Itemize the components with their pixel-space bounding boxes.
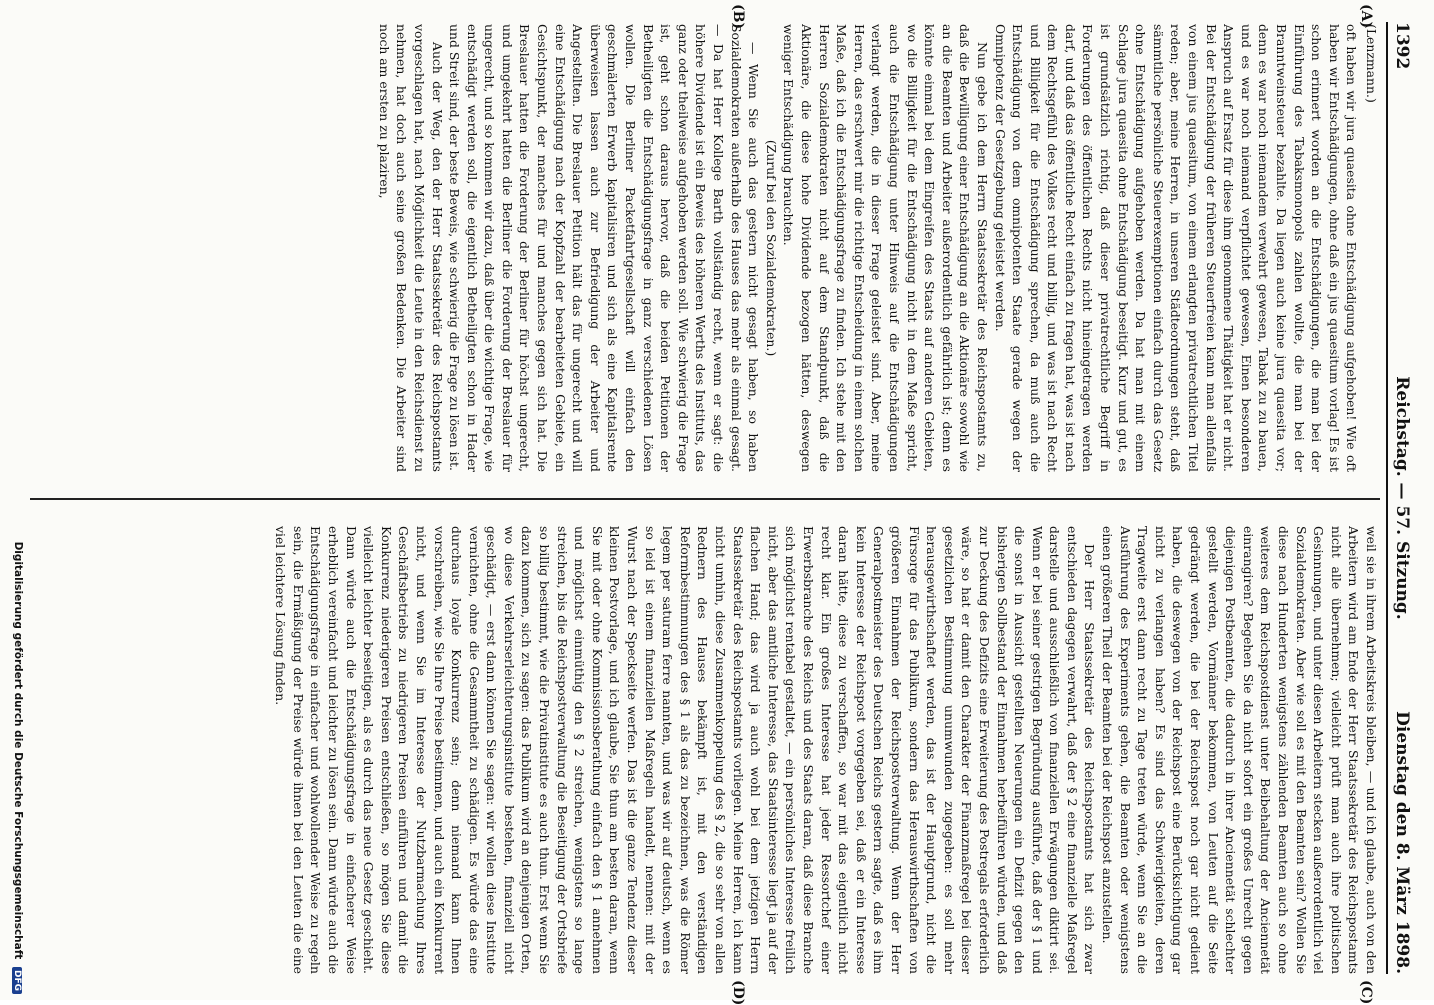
right-text-column bbox=[30, 526, 1380, 974]
paragraph: Auch der Weg, den der Herr Staatssekretär des Reichspostamts vorgeschlagen hat, nach Möglichkeit die Leute in den Reichsdienst zu nehmen, hat doch auch seine großen Bedenken. Die Arbeiter sind noch am ersten zu plaziren, bbox=[376, 24, 445, 472]
paragraph: — Wenn Sie auch das gestern nicht gesagt haben, so haben Sozialdemokraten außerhalb des Hauses das mehr als einmal gesagt. — Da hat Herr Kollege Barth vollständig recht, wenn er sagt: die höhere Dividende ist ein Beweis des höheren Werths des Instituts, das ganz oder theilweise aufgehoben werden soll. Wie schwierig die Frage ist, geht schon daraus hervor, daß die beiden Petitionen der Betheiligten die Entschädigungsfrage in ganz verschiedenen Lösen wollen. Die Berliner Packetfahrtgesellschaft will einfach den geschmälerten Erwerb kapitalisiren und sich als eine Kapitalsrente überweisen lassen auch zur Befriedigung der Arbeiter und Angestellten. Die Breslauer Petition hält das für ungerecht und will eine Entschädigung nach der Kopfzahl der bearbeiteten Gebiete, ein Gesichtspunkt, der manches für und manches gegen sich hat. Die Breslauer hatten die Forderung der Berliner für höchst ungerecht, und umgekehrt hatten die Berliner die Forderung der Breslauer für ungerecht, und so kommen wir dazu, daß über die wichtige Frage, wie entschädigt werden soll, die eigentlich Betheiligten schon in Hader und Streit sind, der beste Beweis, wie schwierig die Frage zu lösen ist. bbox=[447, 24, 762, 472]
paragraph: weil sie in ihrem Arbeitskreis bleiben, — und ich glaube, auch von den Arbeitern wird am Ende der Herr Staatssekretär des Reichspostamts nicht alle übernehmen; vielleicht prüft man auch ihre politischen Gesinnungen, und unter diesen Arbeitern stecken außerordentlich viel Sozialdemokraten. Aber wie soll es mit den Beamten sein? Wollen Sie diese nach Hunderten wenigstens zählenden Beamten auch so ohne weiteres dem Reichspostdienst unter Beibehaltung der Anciennetät einrangiren? Begehen Sie da nicht sofort ein großes Unrecht gegen diejenigen Postbeamten, die dadurch in ihrer Anciennetät schlechter gestellt werden, Vormänner bekommen, von Leuten auf die Seite gedrängt werden, die bei der Reichspost noch gar nicht gedient haben, die deswegen von der Reichspost eine Berücksichtigung gar nicht zu verlangen haben? Es sind das Schwierigkeiten, deren Tragweite erst dann recht zu Tage treten würde, wenn Sie an die Ausführung des Experiments gehen, die Beamten oder wenigstens einen größeren Theil der Beamten bei der Reichspost anzustellen. bbox=[1100, 526, 1379, 974]
paragraph: Nun gebe ich dem Herrn Staatssekretär des Reichspostamts zu, daß die Bewilligung einer Entschädigung an die Aktionäre sowohl wie an die Beamten und Arbeiter außerordentlich gefährlich ist; denn es könnte einmal bei dem Eingreifen des Staats auf anderen Gebieten, wo die Billigkeit für die Entschädigung nicht in dem Maße spricht, auch die Entschädigung unter Hinweis auf die Entschädigungen verlangt werden, die in dieser Frage geleistet sind. Aber, meine Herren, das erschwert mir die richtige Entscheidung in einem solchen Maße, daß ich die Entschädigungsfrage zu finden. Ich stehe mit den Herren Sozialdemokraten nicht auf dem Standpunkt, daß die Aktionäre, die diese hohe Dividende bezogen hätten, deswegen weniger Entschädigung brauchten. bbox=[781, 24, 990, 472]
session-date: Dienstag den 8. März 1898. bbox=[1392, 711, 1412, 974]
page-header bbox=[1386, 22, 1416, 974]
column-divider bbox=[30, 498, 1380, 500]
margin-marker-d: (D) bbox=[730, 980, 746, 1005]
margin-marker-a: (A) bbox=[1358, 4, 1374, 29]
paragraph: Der Herr Staatssekretär des Reichspostamts hat sich zwar entschieden dagegen verwahrt, daß der § 2 eine finanzielle Maßregel darstelle und ausschließlich von finanziellen Erwägungen diktirt sei. Wenn er bei seiner gestrigen Begründung ausführte, daß der § 1 und die sonst in Aussicht gestellten Neuerungen ein Defizit gegen den bisherigen Sollbestand der Einnahmen herbeiführen würden, und daß zur Deckung des Defizits eine Erweiterung des Postregals erforderlich wäre, so hat er damit den Charakter der Finanzmaßregel bei dieser gesetzlichen Bestimmung unumwunden zugegeben: es soll mehr herausgewirthschaftet werden, das ist der Hauptgrund, nicht die Fürsorge für das Publikum, sondern das Herauswirthschaften von größeren Einnahmen der Reichspostverwaltung. Wenn der Herr Generalpostmeister des Deutschen Reichs gestern sagte, daß es ihm kein Interesse der Reichspost vorgegeben sei, daß er ein Interesse daran hätte, diese zu verschaffen, so war mit das eigentlich nicht recht klar. Ein großes Interesse hat jeder Ressortchef einer Erwerbsbranche des Reichs und des Staats daran, daß diese Branche sich möglichst rentabel gestaltet, — ein persönliches Interesse freilich nicht, aber das amtliche Interesse, das Staatsinteresse liegt ja auf der flachen Hand; das wird ja auch wohl bei dem jetzigen Herrn Staatssekretär des Reichspostamts vorliegen. Meine Herren, ich kann nicht umhin, diese Zusammenkoppelung des § 2, die so sehr von allen Rednern des Hauses bekämpft ist, mit den verständigen Reformbestimmungen des § 1 als das zu bezeichnen, was die Römer legem per saturam ferre nannten, und was wir auf deutsch, wenn es so leid ist einem finanziellen Maßregeln handelt, nennen: mit der Wurst nach der Speckseite werfen. Das ist die ganze Tendenz dieser kleinen Postvorlage, und ich glaube, Sie thun am besten daran, wenn Sie mit oder ohne Kommissionsberathung einfach den § 1 annehmen und möglichst einmüthig den § 2 streichen, wenigstens so lange streichen, bis die Reichspostverwaltung die Beseitigung der Ortsbriefe so billig bestimmt, wie die Privatinstitute es auch thun. Erst wenn Sie dazu kommen, sich zu sagen: das Publikum wird an denjenigen Orten, wo diese Verkehrserleichterungsinstitute bestehen, finanziell nicht geschädigt, — erst dann können Sie sagen: wir wollen diese Institute vernichten, ohne die Gesammtheit zu schädigen. Es würde das eine durchaus loyale Konkurrenz sein; denn niemand kann Ihnen vorschreiben, wie Sie Ihre Preise bestimmen, und auch ein Konkurrent nicht, und wenn Sie im Interesse der Nutzbarmachung Ihres Geschäftsbetriebs zu niedrigeren Preisen einführen und damit die Konkurrenz niederigeren Preisen entschließen, so mögen Sie diese vielleicht leichter beseitigen, als es durch das neue Gesetz geschieht. Dann würde auch die Entschädigungsfrage in einfacherer Weise erheblich vereinfacht und leichter zu lösen sein. Dann würde auch die Entschädigungsfrage in einfacher und wohlwollender Weise zu regeln sein, die Ermäßigung der Preise würde ihnen bei den Leuten die eine viel leichtere Lösung finden. bbox=[273, 526, 1098, 974]
paragraph: oft haben wir jura quaesita ohne Entschädigung aufgehoben! Wie oft haben wir Entschädigungen, ohne daß ein jus quaesitum vorlag! Es ist schon erinnert worden an die Entschädigungen, die man bei der Einführung des Tabaksmonopols zahlen wollte, die man bei der Branntweinsteuer bezahlte. Da liegen auch keine jura quaesita vor; denn es war noch niemandem verwehrt gewesen, Tabak zu zu bauen, und es war noch niemand verpflichtet gewesen, Einen besonderen Anspruch auf Ersatz für diese ihm genommene Thätigkeit hat er nicht. Bei der Entschädigung der früheren Steuerfreien kann man allenfalls von einem jus quaesitum, von einem erlangten privatrechtlichen Titel reden; aber, meine Herren, in unseren Städteordnungen steht, daß sämmtliche persönliche Steuerexemptionen einfach durch das Gesetz ohne Entschädigung aufgehoben werden. Da hat man mit einem Schlage jura quaesita ohne Entschädigung beseitigt. Kurz und gut, es ist grundsätzlich richtig, daß dieser privatrechtliche Begriff in Forderungen des öffentlichen Rechts nicht hineingetragen werden darf, und daß das öffentliche Recht einfach zu fragen hat, was ist nach dem Rechtsgefühl des Volkes recht und billig, und was ist nach Recht und Billigkeit für die Entschädigung sprechen, da muß auch die Entschädigung von dem omnipotenten Staate gerade wegen der Omnipotenz der Gesetzgebung geleistet werden. bbox=[992, 24, 1360, 472]
credit-text: Digitalisierung gefördert durch die Deutsche Forschungsgemeinschaft bbox=[12, 541, 24, 960]
margin-marker-b: (B) bbox=[730, 4, 746, 30]
margin-marker-c: (C) bbox=[1358, 980, 1374, 1005]
page-title: Reichstag. — 57. Sitzung. bbox=[1392, 376, 1412, 620]
dfg-logo-icon: DFG bbox=[12, 967, 22, 994]
interjection: (Zuruf bei den Sozialdemokraten.) bbox=[763, 139, 779, 357]
digitization-credit bbox=[4, 0, 24, 1000]
page-number: 1392 bbox=[1392, 22, 1412, 70]
speaker-name: (Lenzmann.) bbox=[1364, 24, 1379, 103]
left-text-column bbox=[30, 24, 1380, 472]
